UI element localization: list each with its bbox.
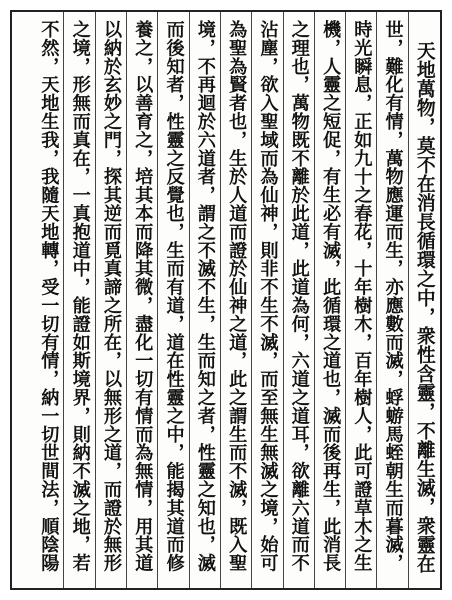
text-column: [64, 12, 95, 588]
text-page: [10, 10, 442, 590]
text-column: [158, 12, 189, 588]
column-text: 機，人靈之短促，有生必有滅，此循環之道也，滅而後再生，此消長: [320, 20, 342, 572]
column-text: 不然，天地生我，我隨天地轉，受一切有情，納一切世間法，順陰陽: [38, 20, 60, 572]
column-text: 而後知者，性靈之反覺也，生而有道，道在性靈之中，能揭其道而修: [163, 20, 185, 572]
column-text: 世，難化有情，萬物應運而生，亦應數而滅，蜉蝣馬蛭朝生而暮滅，: [382, 20, 404, 572]
column-text: 之理也，萬物既不離於此道，此道為何，六道之道耳，欲離六道而不: [288, 20, 310, 572]
text-column: [96, 12, 127, 588]
text-column: [252, 12, 283, 588]
column-text: 時光瞬息，正如九十之春花，十年樹木，百年樹人，此可證草木之生: [351, 20, 373, 572]
text-column: [284, 12, 315, 588]
column-text: 天地萬物，莫不在消長循環之中，衆性含靈，不離生滅，衆靈在: [413, 41, 436, 573]
text-column: [33, 12, 64, 588]
text-column: [409, 12, 440, 588]
column-text: 以納於玄妙之門，探其逆而覓真諦之所在，以無形之道，而證於無形: [100, 20, 122, 572]
text-column: [315, 12, 346, 588]
text-column: [346, 12, 377, 588]
column-text: 之境，形無而真在，一真抱道中，能證如斯境界，則納不滅之地，若: [69, 20, 91, 572]
column-text: 為聖為賢者也，生於人道而證於仙神之道，此之謂生而不滅，既入聖: [226, 20, 248, 572]
text-column: [190, 12, 221, 588]
vertical-columns: [12, 12, 440, 588]
column-text: 沾塵，欲入聖域而為仙神，則非不生不滅，而至無生無滅之境，始可: [257, 20, 279, 572]
column-text: 境，不再迴於六道者，謂之不滅不生，生而知之者，性靈之知也，滅: [194, 20, 216, 572]
column-text: 養之，以善育之，培其本而降其微，盡化一切有情而為無情，用其道: [132, 20, 154, 572]
text-column: [221, 12, 252, 588]
text-column: [127, 12, 158, 588]
text-column: [377, 12, 408, 588]
